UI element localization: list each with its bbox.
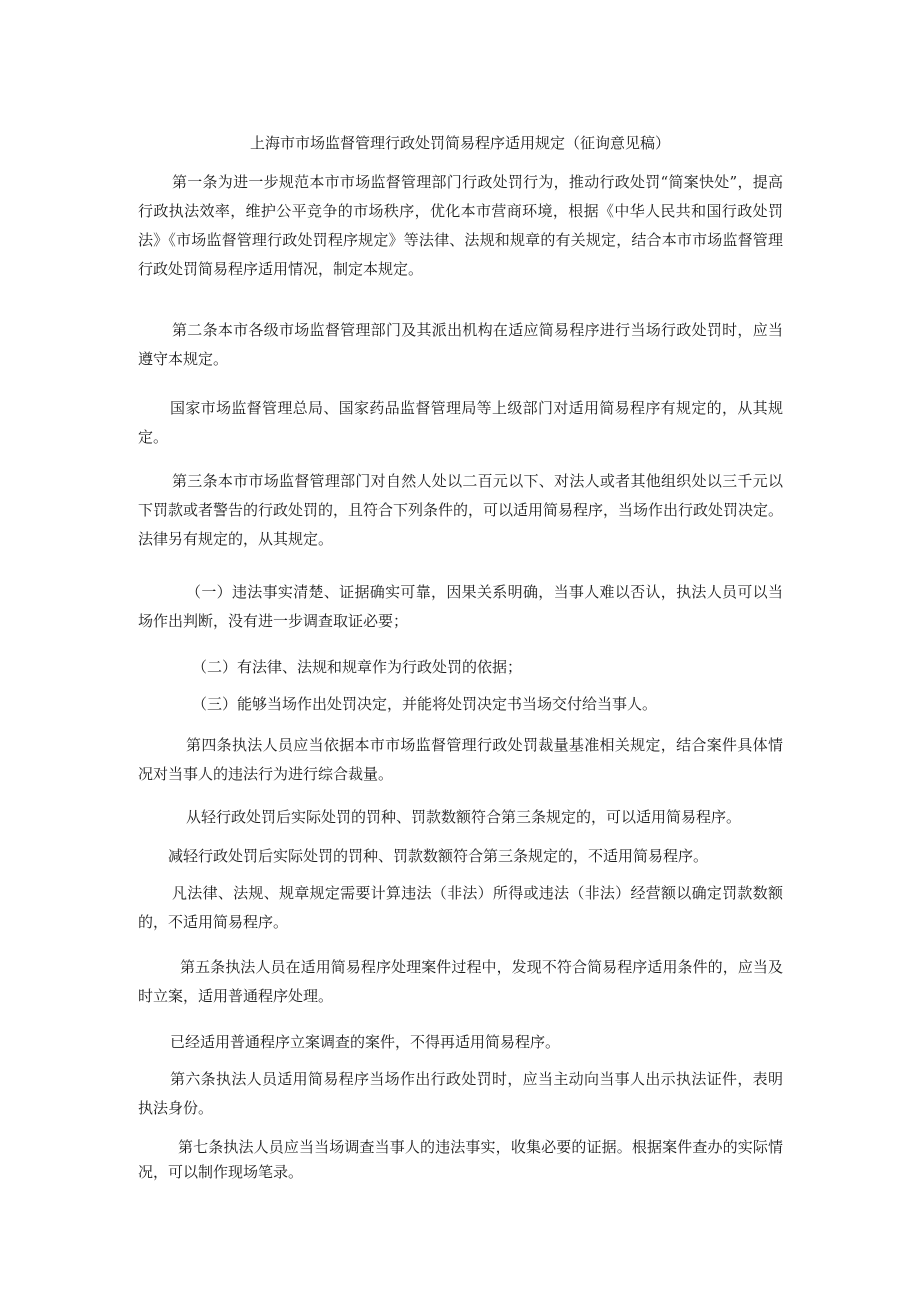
paragraph-article-2-note: 国家市场监督管理总局、国家药品监督管理局等上级部门对适用简易程序有规定的，从其规定。 <box>138 399 783 446</box>
paragraph-article-4-illegal-income: 凡法律、法规、规章规定需要计算违法（非法）所得或违法（非法）经营额以确定罚款数额的，不适用简易程序。 <box>138 884 783 931</box>
paragraph-condition-2: （二）有法律、法规和规章作为行政处罚的依据； <box>192 658 523 676</box>
paragraph-article-7: 第七条执法人员应当当场调查当事人的违法事实，收集必要的证据。根据案件查办的实际情况，可以制作现场笔录。 <box>138 1138 783 1181</box>
paragraph-condition-3: （三）能够当场作出处罚决定，并能将处罚决定书当场交付给当事人。 <box>192 695 658 713</box>
paragraph-article-5-note: 已经适用普通程序立案调查的案件，不得再适用简易程序。 <box>170 1033 561 1051</box>
paragraph-article-3: 第三条本市市场监督管理部门对自然人处以二百元以下、对法人或者其他组织处以三千元以下罚款或者警告的行政处罚的，且符合下列条件的，可以适用简易程序，当场作出行政处罚决定。法律另有规定的，从其规定。 <box>138 472 784 548</box>
document-title: 上海市市场监督管理行政处罚简易程序适用规定（征询意见稿） <box>249 134 670 152</box>
paragraph-article-6: 第六条执法人员适用简易程序当场作出行政处罚时，应当主动向当事人出示执法证件，表明执法身份。 <box>138 1070 783 1117</box>
paragraph-article-4-reduced: 减轻行政处罚后实际处罚的罚种、罚款数额符合第三条规定的，不适用简易程序。 <box>168 847 709 865</box>
paragraph-condition-1: （一）违法事实清楚、证据确实可靠，因果关系明确，当事人难以否认，执法人员可以当场作出判断，没有进一步调查取证必要； <box>138 583 783 630</box>
paragraph-article-4: 第四条执法人员应当依据本市市场监督管理行政处罚裁量基准相关规定，结合案件具体情况对当事人的违法行为进行综合裁量。 <box>138 736 783 783</box>
paragraph-article-2: 第二条本市各级市场监督管理部门及其派出机构在适应简易程序进行当场行政处罚时，应当遵守本规定。 <box>138 321 783 368</box>
paragraph-article-5: 第五条执法人员在适用简易程序处理案件过程中，发现不符合简易程序适用条件的，应当及时立案，适用普通程序处理。 <box>138 958 783 1005</box>
paragraph-article-4-lighter: 从轻行政处罚后实际处罚的罚种、罚款数额符合第三条规定的，可以适用简易程序。 <box>186 808 742 826</box>
paragraph-article-1: 第一条为进一步规范本市市场监督管理部门行政处罚行为，推动行政处罚“简案快处”，提高行政执法效率，维护公平竞争的市场秩序，优化本市营商环境，根据《中华人民共和国行政处罚法》《市场监督管理行政处罚程序规定》等法律、法规和规章的有关规定，结合本市市场监督管理行政处罚简易程序适用情况，制定本规定。 <box>138 173 783 278</box>
